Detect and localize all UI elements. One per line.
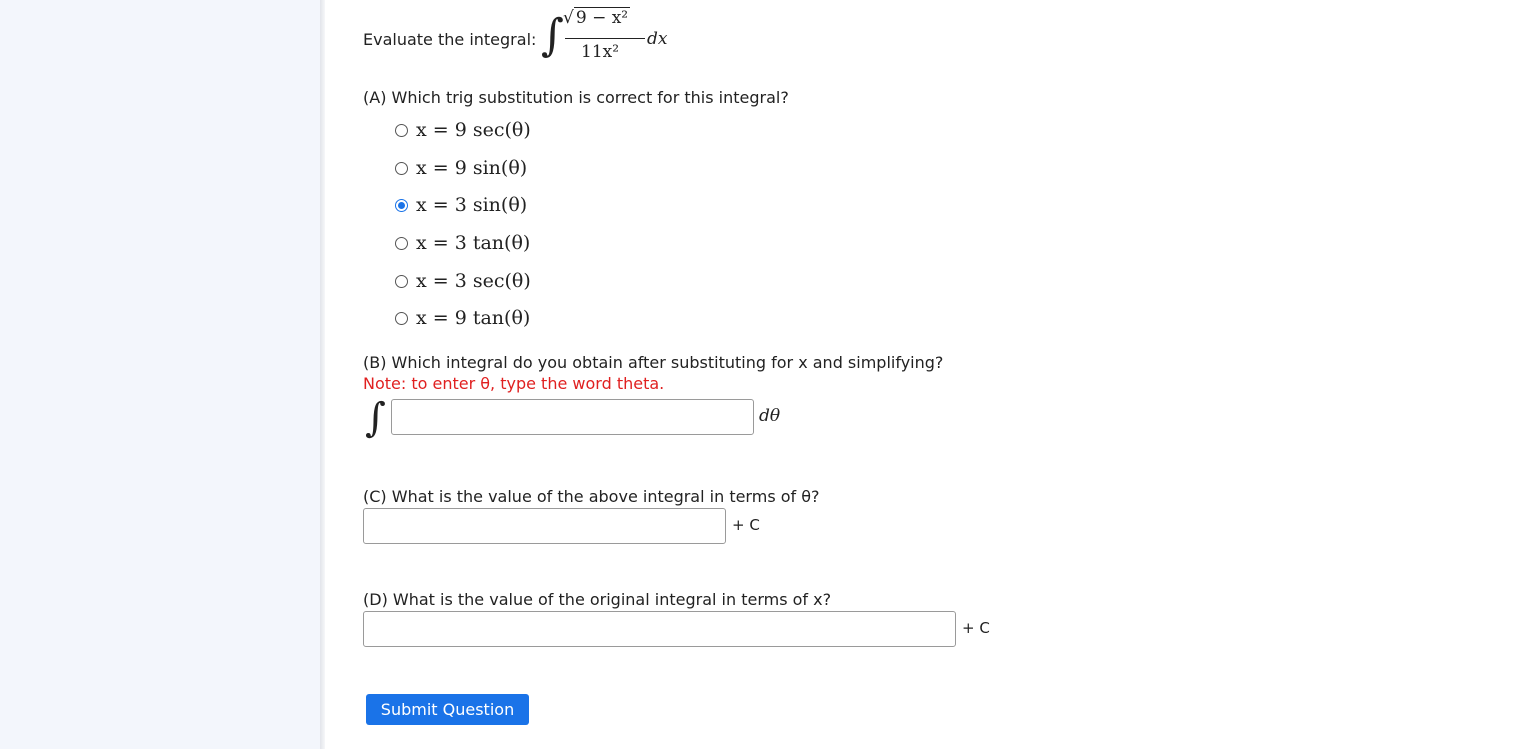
integral-numerator <box>563 8 630 28</box>
radio-button[interactable] <box>395 237 408 250</box>
theta-differential: dθ <box>759 406 781 426</box>
question-panel <box>363 0 1527 749</box>
option-1[interactable] <box>395 116 531 144</box>
integral-sign: ∫ <box>541 10 564 61</box>
option-label: x = 9 sin(θ) <box>416 157 528 179</box>
part-a-question: (A) Which trig substitution is correct for this integral? <box>363 88 789 107</box>
constant-suffix: + C <box>962 619 990 637</box>
option-5[interactable] <box>395 267 531 295</box>
option-label: x = 3 tan(θ) <box>416 232 531 254</box>
option-3[interactable] <box>395 191 527 219</box>
radio-button[interactable] <box>395 312 408 325</box>
part-d-answer-input[interactable] <box>363 611 956 647</box>
sidebar-divider <box>320 0 325 749</box>
radio-button-selected[interactable] <box>395 199 408 212</box>
sqrt-symbol: √ <box>563 8 574 28</box>
option-2[interactable] <box>395 154 527 182</box>
option-4[interactable] <box>395 229 530 257</box>
option-label: x = 3 sec(θ) <box>416 270 531 292</box>
left-sidebar <box>0 0 320 749</box>
integral-denominator: 11x² <box>581 42 620 62</box>
constant-suffix: + C <box>732 516 760 534</box>
part-b-question: (B) Which integral do you obtain after substituting for x and simplifying? <box>363 353 944 372</box>
option-6[interactable] <box>395 304 530 332</box>
fraction-bar <box>565 38 645 39</box>
option-label: x = 9 sec(θ) <box>416 119 531 141</box>
part-d-question: (D) What is the value of the original integral in terms of x? <box>363 590 832 609</box>
part-b-answer-input[interactable] <box>391 399 754 435</box>
radio-button[interactable] <box>395 162 408 175</box>
radio-button[interactable] <box>395 275 408 288</box>
problem-prompt: Evaluate the integral: <box>363 30 537 49</box>
radio-button[interactable] <box>395 124 408 137</box>
option-label: x = 9 tan(θ) <box>416 307 531 329</box>
theta-note: Note: to enter θ, type the word theta. <box>363 374 665 393</box>
integral-sign: ∫ <box>365 395 386 441</box>
part-c-question: (C) What is the value of the above integral in terms of θ? <box>363 487 820 506</box>
integral-differential: dx <box>647 29 668 49</box>
submit-question-button[interactable]: Submit Question <box>366 694 529 725</box>
sqrt-radicand: 9 − x² <box>575 8 629 28</box>
part-c-answer-input[interactable] <box>363 508 726 544</box>
option-label: x = 3 sin(θ) <box>416 194 528 216</box>
